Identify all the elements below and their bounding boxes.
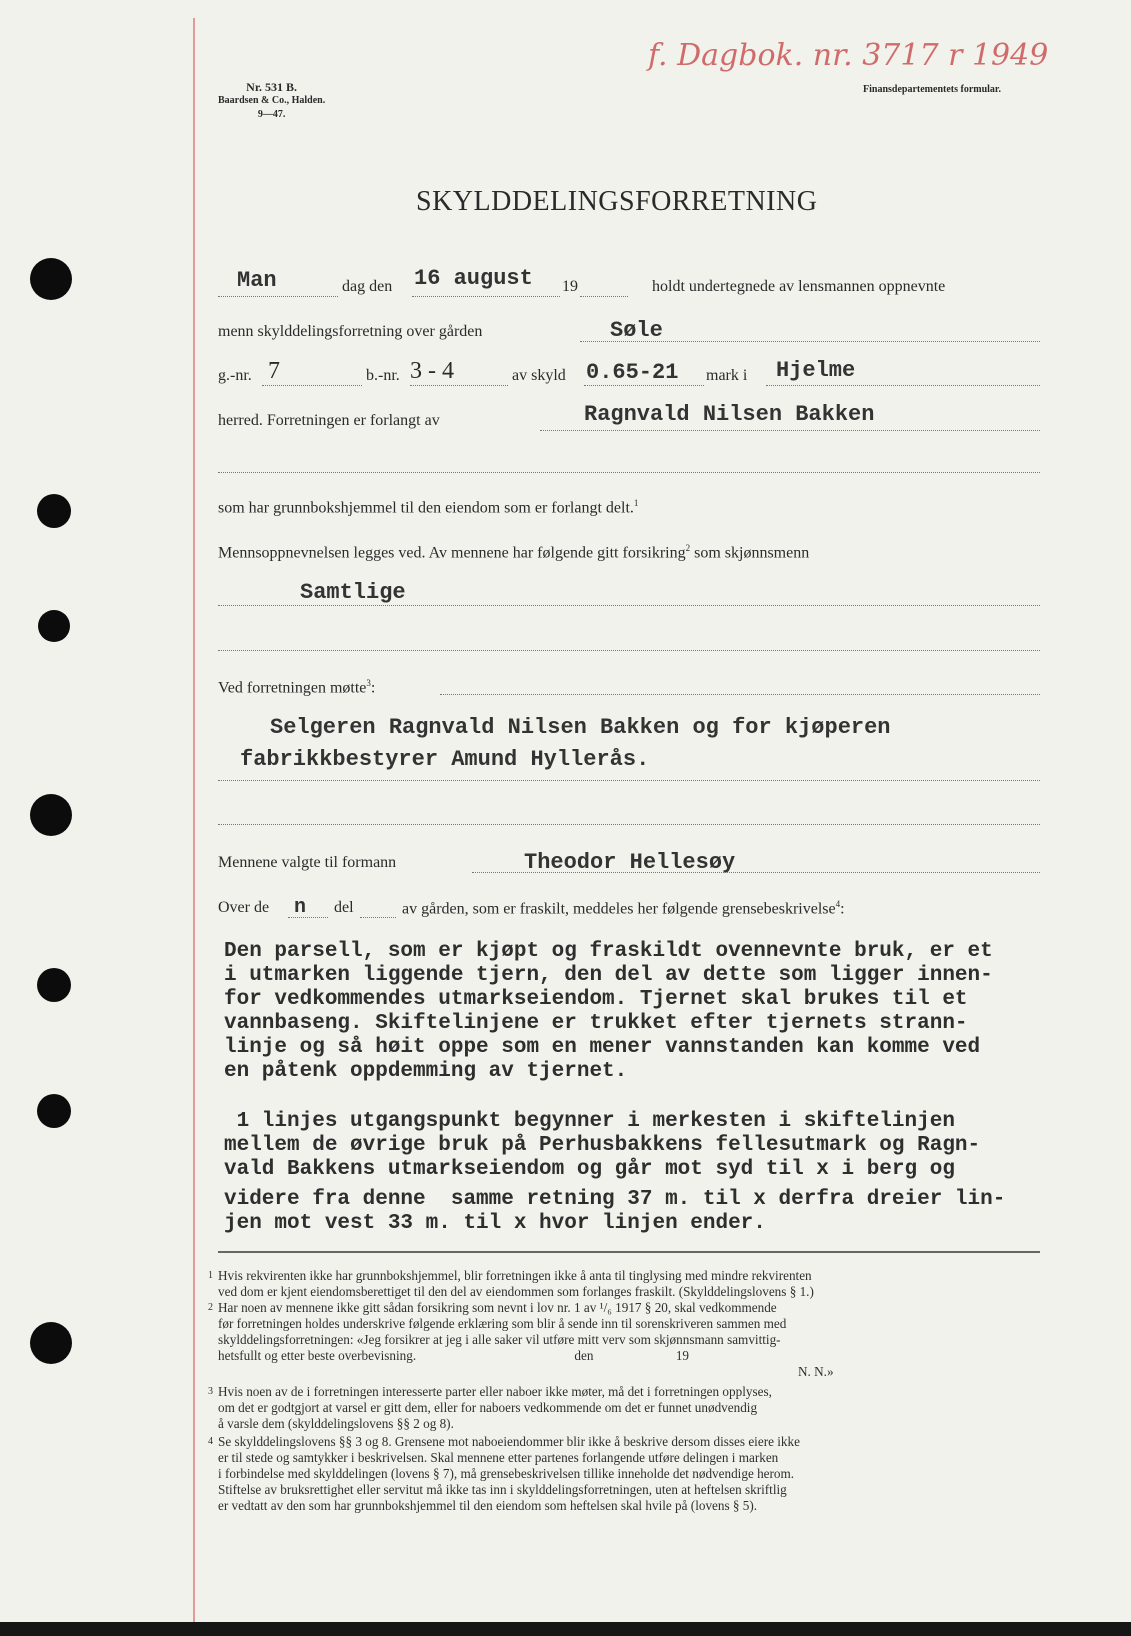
description-line: i utmarken liggende tjern, den del av dette som ligger innen- <box>224 964 993 987</box>
boundary-description-1 <box>224 940 993 1084</box>
dag-den-label: dag den <box>342 278 393 295</box>
requested-by: Ragnvald Nilsen Bakken <box>584 402 875 427</box>
gnr-value: 7 <box>268 358 280 384</box>
description-line: vald Bakkens utmarkseiendom og går mot syd til x i berg og <box>224 1158 955 1181</box>
punch-hole <box>30 258 72 300</box>
sworn-members: Samtlige <box>300 580 406 605</box>
over-value: n <box>294 896 307 919</box>
print-date: 9—47. <box>257 109 286 120</box>
description-line: for vedkommendes utmarkseiendom. Tjernet skal brukes til et <box>224 988 968 1011</box>
mark-label: mark i <box>706 367 748 384</box>
mott-line-1: Selgeren Ragnvald Nilsen Bakken og for kjøperen <box>270 715 891 740</box>
skyld-value: 0.65-21 <box>586 360 679 385</box>
description-line: mellem de øvrige bruk på Perhusbakkens fellesutmark og Ragn- <box>224 1134 981 1157</box>
skyld-label: av skyld <box>512 367 566 384</box>
description-line: vannbaseng. Skiftelinjene er trukket efter tjernets strann- <box>224 1012 968 1035</box>
year-prefix: 19 <box>562 278 578 295</box>
document-title: SKYLDDELINGSFORRETNING <box>416 186 818 217</box>
footnote-1: 1 Hvis rekvirenten ikke har grunnbokshjemmel, blir forretningen ikke å anta til tinglysing med mindre rekvirenten ved dom er kjent eiendomsberettiget til den del av eiendommen som forlanges fraskilt. (Skylddelingslovens § 1.) <box>208 1268 814 1299</box>
printer-name: Baardsen & Co., Halden. <box>218 95 326 106</box>
date-value: 16 august <box>414 266 533 291</box>
over-label: Over de <box>218 899 270 916</box>
red-margin-line <box>193 18 195 1622</box>
farm-name: Søle <box>610 318 663 343</box>
line1-suffix: holdt undertegnede av lensmannen oppnevnte <box>652 278 946 295</box>
over-suffix: av gården, som er fraskilt, meddeles her følgende grensebeskrivelse$^4$: <box>402 899 845 918</box>
footnote-3: 3 Hvis noen av de i forretningen interesserte parter eller naboer ikke møter, må det i forretningen opplyses, om det er godtgjort at varsel er gitt dem, eller for naboers vedkommende om det er funnet unødvendig å varsle dem (skylddelingslovens §§ 2 og 8). <box>208 1384 772 1431</box>
municipality-value: Hjelme <box>776 358 856 383</box>
del-label: del <box>334 899 354 916</box>
punch-hole <box>37 1094 71 1128</box>
bnr-value: 3 - 4 <box>410 358 454 384</box>
description-line: linje og så høit oppe som en mener vannstanden kan komme ved <box>224 1036 981 1059</box>
punch-hole <box>30 794 72 836</box>
punch-hole <box>30 1322 72 1364</box>
line2-label: menn skylddelingsforretning over gården <box>218 323 483 340</box>
description-line: jen mot vest 33 m. til x hvor linjen ender. <box>224 1212 766 1235</box>
description-line: videre fra denne samme retning 37 m. til x derfra dreier lin- <box>224 1188 1006 1211</box>
grunnbok-text: som har grunnbokshjemmel til den eiendom som er forlangt delt.$^1$ <box>218 498 639 517</box>
gnr-label: g.-nr. <box>218 367 252 384</box>
punch-hole <box>37 494 71 528</box>
description-line: en påtenk oppdemming av tjernet. <box>224 1060 628 1083</box>
mott-label: Ved forretningen møtte$^3$: <box>218 678 376 697</box>
punch-hole <box>38 610 70 642</box>
herred-label: herred. Forretningen er forlangt av <box>218 412 440 429</box>
footnote-divider <box>218 1251 1040 1253</box>
description-line: 1 linjes utgangspunkt begynner i merkesten i skiftelinjen <box>224 1110 955 1133</box>
mennsopp-text: Mennsoppnevnelsen legges ved. Av mennene har følgende gitt forsikring$^2$ som skjønnsmenn <box>218 543 810 562</box>
footnote-2: 2 Har noen av mennene ikke gitt sådan forsikring som nevnt i lov nr. 1 av ¹/₆ 1917 § 20, skal vedkommende før forretningen holdes underskrive følgende erklæring som blir å sende inn til sorenskriveren sammen med skylddelingsforretningen: «Jeg forsikrer at jeg i alle saker vil utføre mitt verv som skjønnsmann samvittig- hetsfullt og etter beste overbevisning. den 19 N. N.» <box>208 1300 834 1379</box>
dagbok-handwriting: f. Dagbok. nr. 3717 r 1949 <box>648 38 1049 73</box>
form-stamp: Finansdepartementets formular. <box>863 84 1001 95</box>
footnote-4: 4 Se skylddelingslovens §§ 3 og 8. Grensene mot naboeiendommer blir ikke å beskrive dersom disses eiere ikke er til stede og samtykker i beskrivelsen. Skal mennene etter partenes forlangende utføre delingen i marken i forbindelse med skylddelingen (lovens § 7), må grensebeskrivelsen tillike inneholde det nødvendige herom. Stiftelse av bruksrettighet eller servitut må ikke tas inn i skylddelingsforretningen, uten at heftelsen skriftlig er vedtatt av den som har grunnbokshjemmel til den eiendom som heftelsen skal hvile på (lovens § 5). <box>208 1434 800 1513</box>
punch-hole <box>37 968 71 1002</box>
description-line: Den parsell, som er kjøpt og fraskildt ovennevnte bruk, er et <box>224 940 993 963</box>
form-info <box>218 80 325 122</box>
bnr-label: b.-nr. <box>366 367 400 384</box>
weekday-value: Man <box>237 268 277 293</box>
mott-line-2: fabrikkbestyrer Amund Hyllerås. <box>240 747 650 772</box>
formann-value: Theodor Hellesøy <box>524 850 736 875</box>
form-number: Nr. 531 B. <box>246 80 298 94</box>
boundary-description-2 <box>224 1110 1005 1236</box>
formann-label: Mennene valgte til formann <box>218 854 397 871</box>
